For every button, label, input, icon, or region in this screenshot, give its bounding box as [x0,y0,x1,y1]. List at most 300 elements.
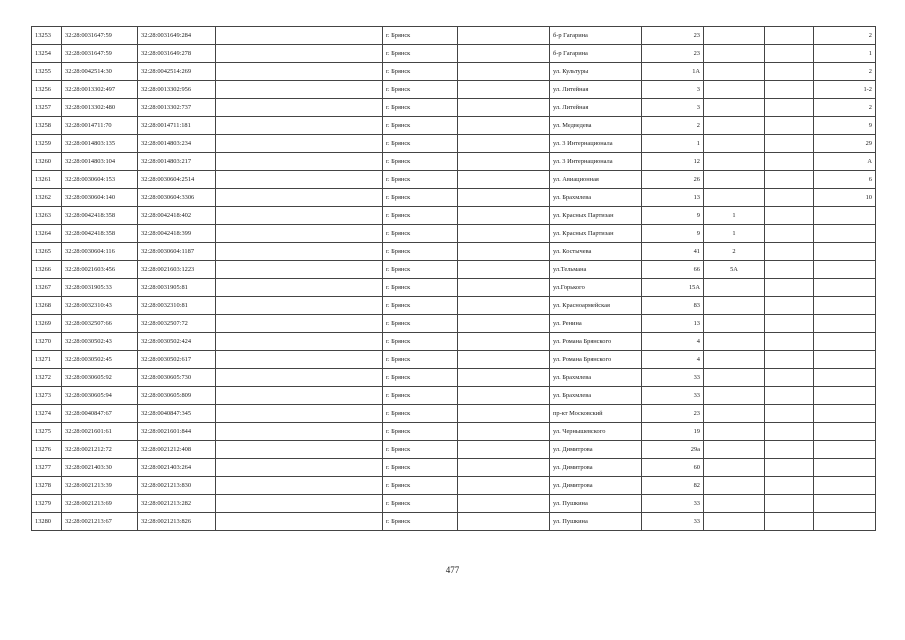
building-number-cell [704,513,765,531]
letter-cell [765,189,814,207]
table-row [32,45,876,63]
locality-cell: г. Брянск [383,279,458,297]
cadastral-number-object-cell: 32:28:0013302:737 [138,99,216,117]
street-cell: ул.Горького [550,279,642,297]
row-number-cell: 13278 [32,477,62,495]
row-number-cell: 13264 [32,225,62,243]
register-sheet [31,26,875,531]
building-number-cell [704,441,765,459]
register-table [31,26,876,531]
apartment-number-cell: 29 [814,135,876,153]
apartment-number-cell: 10 [814,189,876,207]
apartment-number-cell [814,207,876,225]
street-cell: ул. Пушкина [550,513,642,531]
letter-cell [765,315,814,333]
apartment-number-cell: 1 [814,45,876,63]
district-cell [458,171,550,189]
row-number-cell: 13258 [32,117,62,135]
cadastral-number-object-cell: 32:28:0030604:2514 [138,171,216,189]
district-cell [458,441,550,459]
letter-cell [765,171,814,189]
district-cell [458,423,550,441]
house-number-cell: 29а [642,441,704,459]
locality-cell: г. Брянск [383,351,458,369]
building-number-cell [704,423,765,441]
cadastral-number-object-cell: 32:28:0014803:217 [138,153,216,171]
cadastral-number-object-cell: 32:28:0031905:81 [138,279,216,297]
cadastral-number-object-cell: 32:28:0021213:826 [138,513,216,531]
letter-cell [765,45,814,63]
locality-cell: г. Брянск [383,441,458,459]
locality-cell: г. Брянск [383,81,458,99]
house-number-cell: 3 [642,81,704,99]
street-cell: ул. Пушкина [550,495,642,513]
cadastral-number-land-cell: 32:28:0030604:116 [62,243,138,261]
district-cell [458,333,550,351]
letter-cell [765,243,814,261]
row-number-cell: 13277 [32,459,62,477]
cadastral-number-land-cell: 32:28:0042514:30 [62,63,138,81]
house-number-cell: 33 [642,513,704,531]
cadastral-number-land-cell: 32:28:0031905:33 [62,279,138,297]
apartment-number-cell: А [814,153,876,171]
street-cell: ул. Романа Брянского [550,351,642,369]
district-cell [458,135,550,153]
cadastral-number-land-cell: 32:28:0040847:67 [62,405,138,423]
locality-cell: г. Брянск [383,189,458,207]
house-number-cell: 23 [642,405,704,423]
address-detail-cell [216,315,383,333]
house-number-cell: 1А [642,63,704,81]
cadastral-number-object-cell: 32:28:0030605:730 [138,369,216,387]
address-detail-cell [216,351,383,369]
table-row [32,189,876,207]
row-number-cell: 13263 [32,207,62,225]
address-detail-cell [216,243,383,261]
table-row [32,81,876,99]
letter-cell [765,207,814,225]
building-number-cell [704,63,765,81]
letter-cell [765,351,814,369]
address-detail-cell [216,405,383,423]
cadastral-number-land-cell: 32:28:0030604:140 [62,189,138,207]
address-detail-cell [216,477,383,495]
cadastral-number-land-cell: 32:28:0014803:135 [62,135,138,153]
street-cell: ул. Ренина [550,315,642,333]
apartment-number-cell [814,297,876,315]
house-number-cell: 66 [642,261,704,279]
building-number-cell [704,495,765,513]
district-cell [458,81,550,99]
street-cell: ул. Димитрова [550,477,642,495]
cadastral-number-object-cell: 32:28:0014711:181 [138,117,216,135]
row-number-cell: 13272 [32,369,62,387]
apartment-number-cell: 1-2 [814,81,876,99]
address-detail-cell [216,387,383,405]
locality-cell: г. Брянск [383,207,458,225]
building-number-cell [704,387,765,405]
table-row [32,243,876,261]
letter-cell [765,477,814,495]
letter-cell [765,153,814,171]
street-cell: б-р Гагарина [550,45,642,63]
cadastral-number-land-cell: 32:28:0013302:480 [62,99,138,117]
row-number-cell: 13271 [32,351,62,369]
house-number-cell: 60 [642,459,704,477]
apartment-number-cell [814,369,876,387]
street-cell: пр-кт Московский [550,405,642,423]
cadastral-number-land-cell: 32:28:0031647:59 [62,45,138,63]
building-number-cell [704,81,765,99]
house-number-cell: 4 [642,351,704,369]
cadastral-number-object-cell: 32:28:0030502:617 [138,351,216,369]
building-number-cell [704,135,765,153]
house-number-cell: 2 [642,117,704,135]
table-row [32,459,876,477]
address-detail-cell [216,189,383,207]
building-number-cell [704,405,765,423]
letter-cell [765,117,814,135]
apartment-number-cell [814,441,876,459]
address-detail-cell [216,63,383,81]
district-cell [458,513,550,531]
locality-cell: г. Брянск [383,45,458,63]
letter-cell [765,495,814,513]
cadastral-number-land-cell: 32:28:0021403:30 [62,459,138,477]
street-cell: ул. Димитрова [550,441,642,459]
cadastral-number-land-cell: 32:28:0014803:104 [62,153,138,171]
street-cell: ул. 3 Интернационала [550,153,642,171]
table-row [32,117,876,135]
address-detail-cell [216,135,383,153]
apartment-number-cell [814,495,876,513]
street-cell: ул. Литейная [550,99,642,117]
cadastral-number-land-cell: 32:28:0030502:45 [62,351,138,369]
locality-cell: г. Брянск [383,477,458,495]
locality-cell: г. Брянск [383,243,458,261]
apartment-number-cell: 9 [814,117,876,135]
letter-cell [765,81,814,99]
table-body [32,27,876,531]
house-number-cell: 4 [642,333,704,351]
letter-cell [765,135,814,153]
table-row [32,63,876,81]
table-row [32,333,876,351]
letter-cell [765,63,814,81]
street-cell: ул. Чернышевского [550,423,642,441]
district-cell [458,405,550,423]
cadastral-number-land-cell: 32:28:0042418:358 [62,207,138,225]
district-cell [458,261,550,279]
locality-cell: г. Брянск [383,387,458,405]
cadastral-number-object-cell: 32:28:0021403:264 [138,459,216,477]
table-row [32,207,876,225]
table-row [32,351,876,369]
table-row [32,441,876,459]
building-number-cell [704,297,765,315]
building-number-cell [704,351,765,369]
district-cell [458,27,550,45]
address-detail-cell [216,225,383,243]
locality-cell: г. Брянск [383,117,458,135]
address-detail-cell [216,495,383,513]
cadastral-number-land-cell: 32:28:0030605:94 [62,387,138,405]
row-number-cell: 13273 [32,387,62,405]
building-number-cell [704,369,765,387]
row-number-cell: 13279 [32,495,62,513]
address-detail-cell [216,171,383,189]
table-row [32,495,876,513]
cadastral-number-land-cell: 32:28:0042418:358 [62,225,138,243]
address-detail-cell [216,369,383,387]
house-number-cell: 26 [642,171,704,189]
table-row [32,423,876,441]
house-number-cell: 83 [642,297,704,315]
district-cell [458,225,550,243]
street-cell: ул. Романа Брянского [550,333,642,351]
table-row [32,135,876,153]
locality-cell: г. Брянск [383,99,458,117]
locality-cell: г. Брянск [383,513,458,531]
locality-cell: г. Брянск [383,405,458,423]
cadastral-number-object-cell: 32:28:0013302:956 [138,81,216,99]
letter-cell [765,27,814,45]
apartment-number-cell [814,513,876,531]
district-cell [458,153,550,171]
street-cell: ул. Медведева [550,117,642,135]
apartment-number-cell [814,459,876,477]
cadastral-number-object-cell: 32:28:0031649:278 [138,45,216,63]
apartment-number-cell: 6 [814,171,876,189]
cadastral-number-land-cell: 32:28:0031647:59 [62,27,138,45]
letter-cell [765,279,814,297]
building-number-cell [704,315,765,333]
letter-cell [765,297,814,315]
row-number-cell: 13275 [32,423,62,441]
letter-cell [765,387,814,405]
apartment-number-cell: 2 [814,63,876,81]
table-row [32,99,876,117]
address-detail-cell [216,513,383,531]
cadastral-number-object-cell: 32:28:0021213:830 [138,477,216,495]
cadastral-number-land-cell: 32:28:0032507:66 [62,315,138,333]
locality-cell: г. Брянск [383,423,458,441]
district-cell [458,207,550,225]
letter-cell [765,261,814,279]
locality-cell: г. Брянск [383,135,458,153]
cadastral-number-land-cell: 32:28:0021212:72 [62,441,138,459]
table-row [32,27,876,45]
cadastral-number-land-cell: 32:28:0030502:43 [62,333,138,351]
row-number-cell: 13259 [32,135,62,153]
district-cell [458,45,550,63]
address-detail-cell [216,45,383,63]
building-number-cell: 2 [704,243,765,261]
row-number-cell: 13265 [32,243,62,261]
letter-cell [765,423,814,441]
locality-cell: г. Брянск [383,369,458,387]
district-cell [458,189,550,207]
apartment-number-cell [814,477,876,495]
address-detail-cell [216,279,383,297]
address-detail-cell [216,297,383,315]
building-number-cell: 5А [704,261,765,279]
row-number-cell: 13254 [32,45,62,63]
district-cell [458,477,550,495]
house-number-cell: 41 [642,243,704,261]
letter-cell [765,99,814,117]
building-number-cell [704,117,765,135]
street-cell: ул. Литейная [550,81,642,99]
building-number-cell [704,27,765,45]
table-row [32,261,876,279]
house-number-cell: 19 [642,423,704,441]
row-number-cell: 13274 [32,405,62,423]
district-cell [458,369,550,387]
street-cell: ул. Брахмлева [550,189,642,207]
cadastral-number-object-cell: 32:28:0030604:1187 [138,243,216,261]
row-number-cell: 13261 [32,171,62,189]
cadastral-number-land-cell: 32:28:0013302:497 [62,81,138,99]
street-cell: ул. Красных Партизан [550,207,642,225]
cadastral-number-object-cell: 32:28:0021603:1223 [138,261,216,279]
district-cell [458,99,550,117]
house-number-cell: 23 [642,27,704,45]
district-cell [458,297,550,315]
apartment-number-cell: 2 [814,27,876,45]
table-row [32,279,876,297]
table-row [32,369,876,387]
row-number-cell: 13262 [32,189,62,207]
locality-cell: г. Брянск [383,495,458,513]
house-number-cell: 33 [642,369,704,387]
building-number-cell: 1 [704,207,765,225]
letter-cell [765,333,814,351]
district-cell [458,315,550,333]
address-detail-cell [216,423,383,441]
table-row [32,477,876,495]
building-number-cell [704,333,765,351]
cadastral-number-object-cell: 32:28:0031649:284 [138,27,216,45]
locality-cell: г. Брянск [383,261,458,279]
letter-cell [765,405,814,423]
district-cell [458,279,550,297]
row-number-cell: 13255 [32,63,62,81]
row-number-cell: 13267 [32,279,62,297]
address-detail-cell [216,441,383,459]
street-cell: ул.Тельмана [550,261,642,279]
building-number-cell [704,45,765,63]
apartment-number-cell [814,387,876,405]
row-number-cell: 13260 [32,153,62,171]
row-number-cell: 13276 [32,441,62,459]
district-cell [458,243,550,261]
cadastral-number-land-cell: 32:28:0032310:43 [62,297,138,315]
letter-cell [765,225,814,243]
table-row [32,153,876,171]
table-row [32,225,876,243]
cadastral-number-object-cell: 32:28:0042514:269 [138,63,216,81]
table-row [32,387,876,405]
address-detail-cell [216,27,383,45]
house-number-cell: 13 [642,315,704,333]
address-detail-cell [216,333,383,351]
street-cell: ул. Красных Партизан [550,225,642,243]
apartment-number-cell [814,225,876,243]
street-cell: ул. Брахмлева [550,387,642,405]
cadastral-number-land-cell: 32:28:0030604:153 [62,171,138,189]
district-cell [458,459,550,477]
cadastral-number-land-cell: 32:28:0021213:39 [62,477,138,495]
locality-cell: г. Брянск [383,333,458,351]
house-number-cell: 13 [642,189,704,207]
building-number-cell [704,99,765,117]
cadastral-number-object-cell: 32:28:0021212:408 [138,441,216,459]
cadastral-number-object-cell: 32:28:0042418:402 [138,207,216,225]
apartment-number-cell [814,279,876,297]
address-detail-cell [216,207,383,225]
apartment-number-cell [814,261,876,279]
street-cell: б-р Гагарина [550,27,642,45]
table-row [32,297,876,315]
street-cell: ул. 3 Интернационала [550,135,642,153]
cadastral-number-land-cell: 32:28:0014711:70 [62,117,138,135]
cadastral-number-object-cell: 32:28:0032507:72 [138,315,216,333]
district-cell [458,63,550,81]
row-number-cell: 13253 [32,27,62,45]
building-number-cell [704,477,765,495]
cadastral-number-land-cell: 32:28:0030605:92 [62,369,138,387]
cadastral-number-land-cell: 32:28:0021213:67 [62,513,138,531]
row-number-cell: 13257 [32,99,62,117]
cadastral-number-object-cell: 32:28:0030502:424 [138,333,216,351]
street-cell: ул. Авиационная [550,171,642,189]
house-number-cell: 82 [642,477,704,495]
house-number-cell: 33 [642,387,704,405]
district-cell [458,351,550,369]
cadastral-number-land-cell: 32:28:0021601:61 [62,423,138,441]
page-number: 477 [445,565,460,575]
row-number-cell: 13256 [32,81,62,99]
building-number-cell [704,189,765,207]
cadastral-number-object-cell: 32:28:0042418:399 [138,225,216,243]
locality-cell: г. Брянск [383,225,458,243]
district-cell [458,495,550,513]
row-number-cell: 13280 [32,513,62,531]
house-number-cell: 1 [642,135,704,153]
letter-cell [765,441,814,459]
street-cell: ул. Красноармейская [550,297,642,315]
house-number-cell: 9 [642,207,704,225]
building-number-cell [704,279,765,297]
cadastral-number-object-cell: 32:28:0030604:3306 [138,189,216,207]
row-number-cell: 13270 [32,333,62,351]
locality-cell: г. Брянск [383,171,458,189]
locality-cell: г. Брянск [383,297,458,315]
building-number-cell [704,459,765,477]
apartment-number-cell [814,423,876,441]
row-number-cell: 13269 [32,315,62,333]
cadastral-number-object-cell: 32:28:0030605:809 [138,387,216,405]
apartment-number-cell [814,243,876,261]
table-row [32,171,876,189]
house-number-cell: 12 [642,153,704,171]
address-detail-cell [216,153,383,171]
table-row [32,513,876,531]
district-cell [458,387,550,405]
house-number-cell: 23 [642,45,704,63]
house-number-cell: 15А [642,279,704,297]
